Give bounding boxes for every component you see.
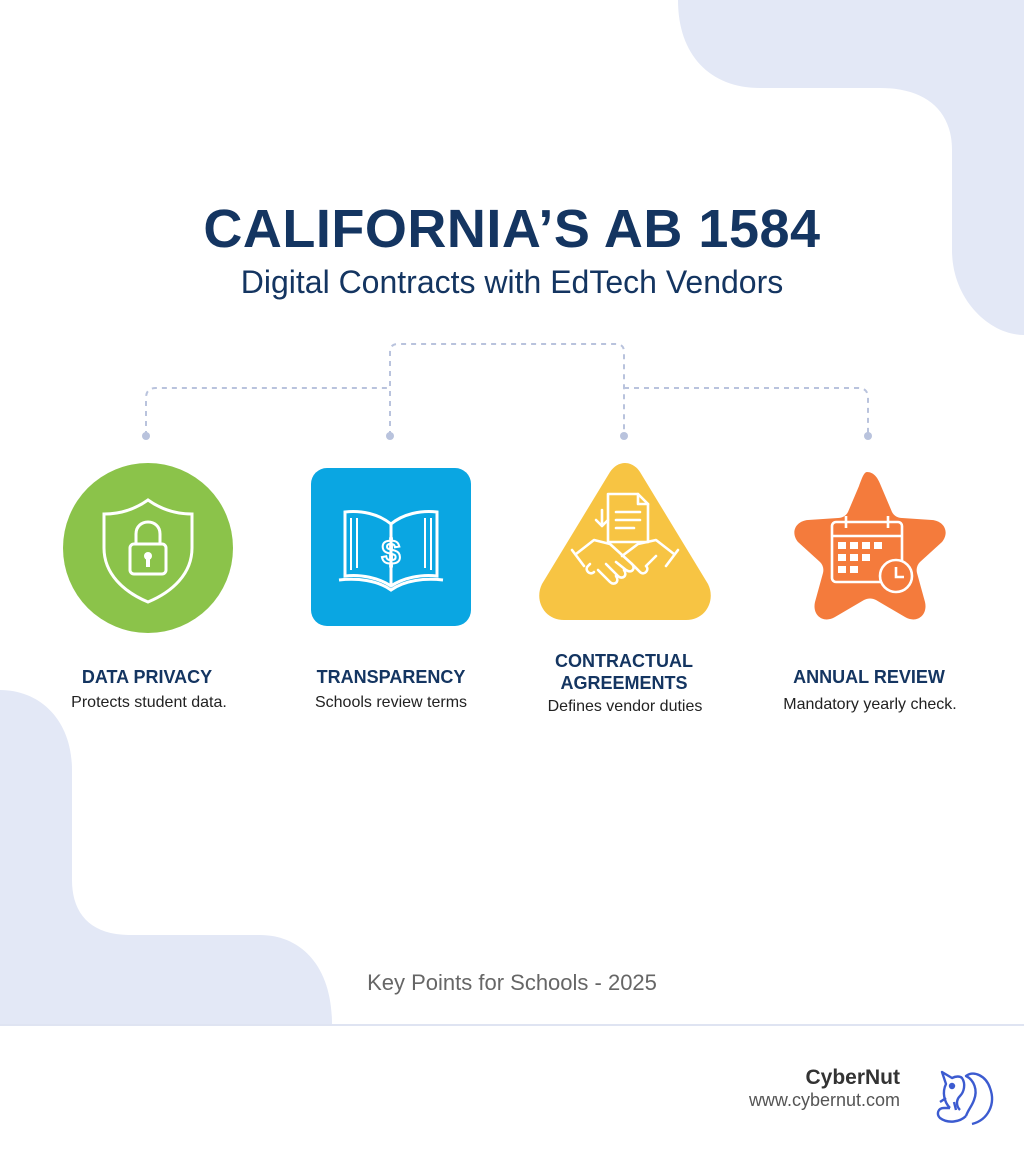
data-privacy-badge xyxy=(62,462,234,634)
page-title: CALIFORNIA’S AB 1584 xyxy=(203,199,821,259)
transparency-description: Schools review terms xyxy=(314,694,468,711)
connector-lines xyxy=(0,0,1024,460)
footer-caption: Key Points for Schools - 2025 xyxy=(367,970,657,995)
contractual-agreements-description: Defines vendor duties xyxy=(547,698,703,715)
annual-review-description: Mandatory yearly check. xyxy=(783,696,957,713)
transparency-badge xyxy=(311,468,471,626)
handshake-document-icon xyxy=(536,460,714,622)
squirrel-logo-icon xyxy=(926,1058,998,1130)
contractual-agreements-label-line-2: AGREEMENTS xyxy=(560,673,688,693)
contractual-agreements-badge xyxy=(536,460,714,622)
open-book-dollar-icon xyxy=(311,468,471,626)
brand-name: CyberNut xyxy=(805,1066,900,1089)
contractual-agreements-label-line-1: CONTRACTUAL xyxy=(555,651,693,671)
contractual-agreements-label xyxy=(514,650,734,694)
page-subtitle: Digital Contracts with EdTech Vendors xyxy=(240,264,784,300)
annual-review-label: ANNUAL REVIEW xyxy=(793,667,945,687)
annual-review-badge xyxy=(784,466,950,628)
brand-url: www.cybernut.com xyxy=(748,1090,900,1110)
svg-text:$: $ xyxy=(381,534,401,572)
data-privacy-label: DATA PRIVACY xyxy=(81,667,213,687)
shield-lock-icon xyxy=(62,462,234,634)
transparency-label: TRANSPARENCY xyxy=(316,667,466,687)
data-privacy-description: Protects student data. xyxy=(71,694,227,711)
calendar-clock-icon xyxy=(784,466,950,628)
